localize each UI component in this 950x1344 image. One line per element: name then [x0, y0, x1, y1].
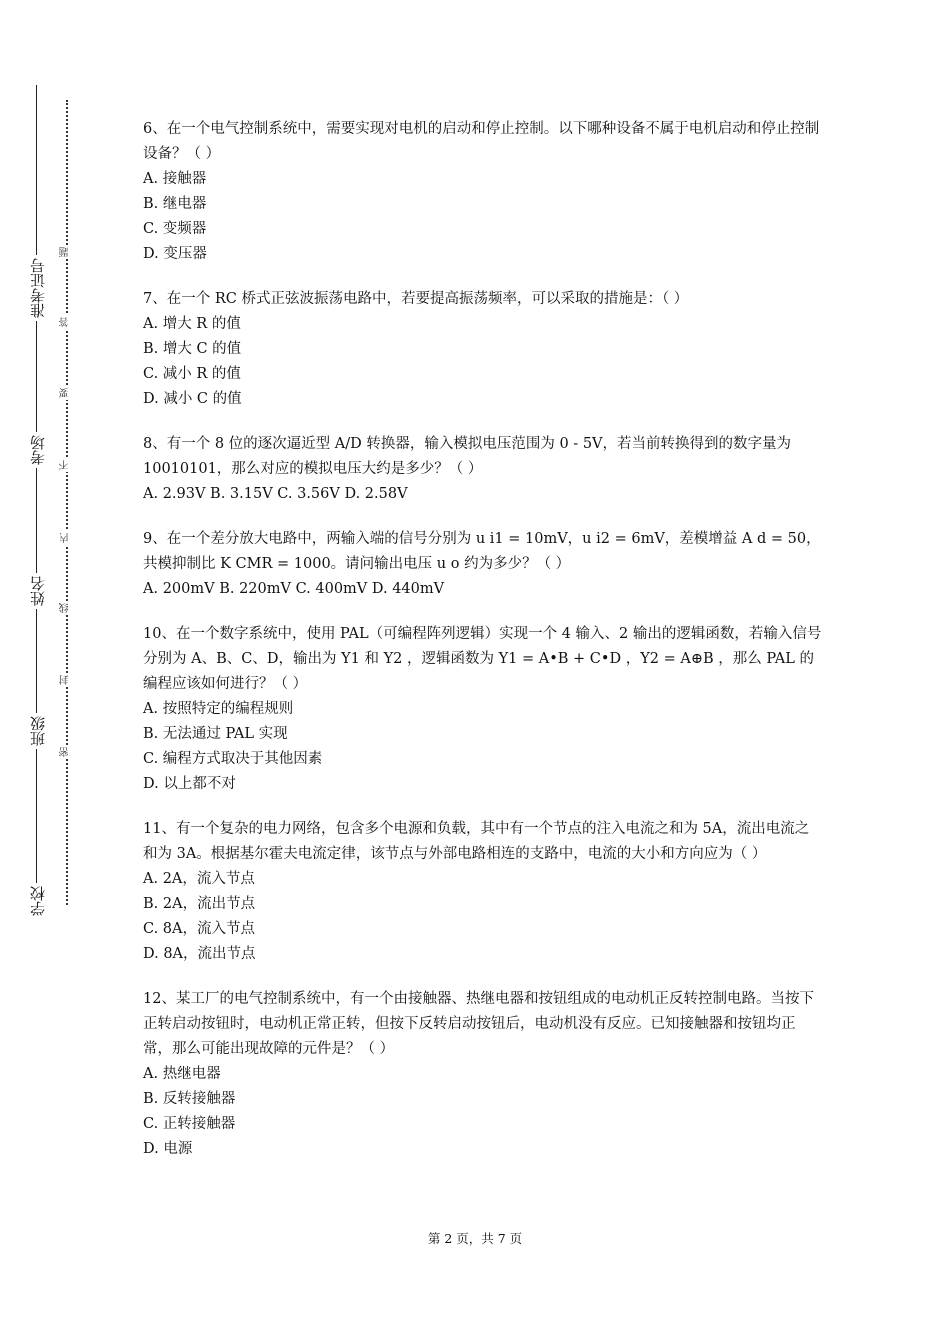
page-number: 第 2 页，共 7 页	[427, 1231, 523, 1246]
question-7	[143, 287, 823, 412]
question-text: 12、某工厂的电气控制系统中，有一个由接触器、热继电器和按钮组成的电动机正反转控制电路。当按下正转启动按钮时，电动机正常正转，但按下反转启动按钮后，电动机没有反应。已知接触器和按钮均正常，那么可能出现故障的元件是？（ ）	[143, 991, 814, 1057]
option-d: D. 8A，流出节点	[143, 946, 256, 962]
option-a: A. 接触器	[143, 171, 207, 187]
question-list	[143, 117, 823, 1182]
option-c: C. 减小 R 的值	[143, 366, 241, 382]
option-c: C. 8A，流入节点	[143, 921, 255, 937]
option-a: A. 增大 R 的值	[143, 316, 241, 332]
seal-char: 答	[60, 317, 71, 327]
question-text: 7、在一个 RC 桥式正弦波振荡电路中，若要提高振荡频率，可以采取的措施是：（ ）	[143, 291, 689, 307]
options-inline: A. 2.93V B. 3.15V C. 3.56V D. 2.58V	[143, 486, 408, 502]
seal-char: 封	[60, 675, 71, 685]
option-c: C. 变频器	[143, 221, 207, 237]
question-8	[143, 432, 823, 507]
option-b: B. 反转接触器	[143, 1091, 236, 1107]
binding-solid-line	[36, 85, 37, 915]
seal-char: 题	[60, 247, 71, 257]
options-inline: A. 200mV B. 220mV C. 400mV D. 440mV	[143, 581, 445, 597]
field-label-name: 姓名	[30, 573, 46, 609]
option-d: D. 电源	[143, 1141, 193, 1157]
option-d: D. 变压器	[143, 246, 207, 262]
option-d: D. 减小 C 的值	[143, 391, 242, 407]
question-9	[143, 527, 823, 602]
question-text: 8、有一个 8 位的逐次逼近型 A/D 转换器，输入模拟电压范围为 0 - 5V，若当前转换得到的数字量为 10010101，那么对应的模拟电压大约是多少？（ ）	[143, 436, 792, 477]
question-text: 9、在一个差分放大电路中，两输入端的信号分别为 u i1 = 10mV，u i2 = 6mV，差模增益 A d = 50，共模抑制比 K CMR = 1000。请问输出电压 u o 约为多少？（ ）	[143, 531, 821, 572]
question-text: 10、在一个数字系统中，使用 PAL（可编程阵列逻辑）实现一个 4 输入、2 输出的逻辑函数，若输入信号分别为 A、B、C、D，输出为 Y1 和 Y2 ，逻辑函数为 Y1 = A•B + C•D ，Y2 = A⊕B ，那么 PAL 的编程应该如何进行？（ ）	[143, 626, 822, 692]
seal-char: 线	[60, 603, 71, 613]
binding-margin	[0, 0, 110, 1344]
option-b: B. 2A，流出节点	[143, 896, 256, 912]
option-a: A. 热继电器	[143, 1066, 221, 1082]
question-text: 11、有一个复杂的电力网络，包含多个电源和负载，其中有一个节点的注入电流之和为 5A，流出电流之和为 3A。根据基尔霍夫电流定律，该节点与外部电路相连的支路中，电流的大小和方向应为（ ）	[143, 821, 810, 862]
field-label-exam-room: 考场	[30, 432, 46, 468]
question-10	[143, 622, 823, 797]
question-text: 6、在一个电气控制系统中，需要实现对电机的启动和停止控制。以下哪种设备不属于电机启动和停止控制设备？（ ）	[143, 121, 820, 162]
option-b: B. 增大 C 的值	[143, 341, 242, 357]
binding-dotted-line	[66, 100, 68, 905]
field-label-school: 学校	[30, 883, 46, 919]
seal-char: 密	[60, 747, 71, 757]
option-b: B. 继电器	[143, 196, 207, 212]
seal-char: 不	[60, 460, 71, 470]
option-a: A. 2A，流入节点	[143, 871, 255, 887]
option-d: D. 以上都不对	[143, 776, 236, 792]
question-6	[143, 117, 823, 267]
question-11	[143, 817, 823, 967]
option-c: C. 编程方式取决于其他因素	[143, 751, 323, 767]
option-b: B. 无法通过 PAL 实现	[143, 726, 288, 742]
field-label-exam-number: 准考证号	[30, 255, 46, 321]
option-a: A. 按照特定的编程规则	[143, 701, 294, 717]
question-12	[143, 987, 823, 1162]
seal-char: 内	[60, 533, 71, 543]
option-c: C. 正转接触器	[143, 1116, 236, 1132]
seal-char: 要	[60, 388, 71, 398]
field-label-class: 班级	[30, 713, 46, 749]
